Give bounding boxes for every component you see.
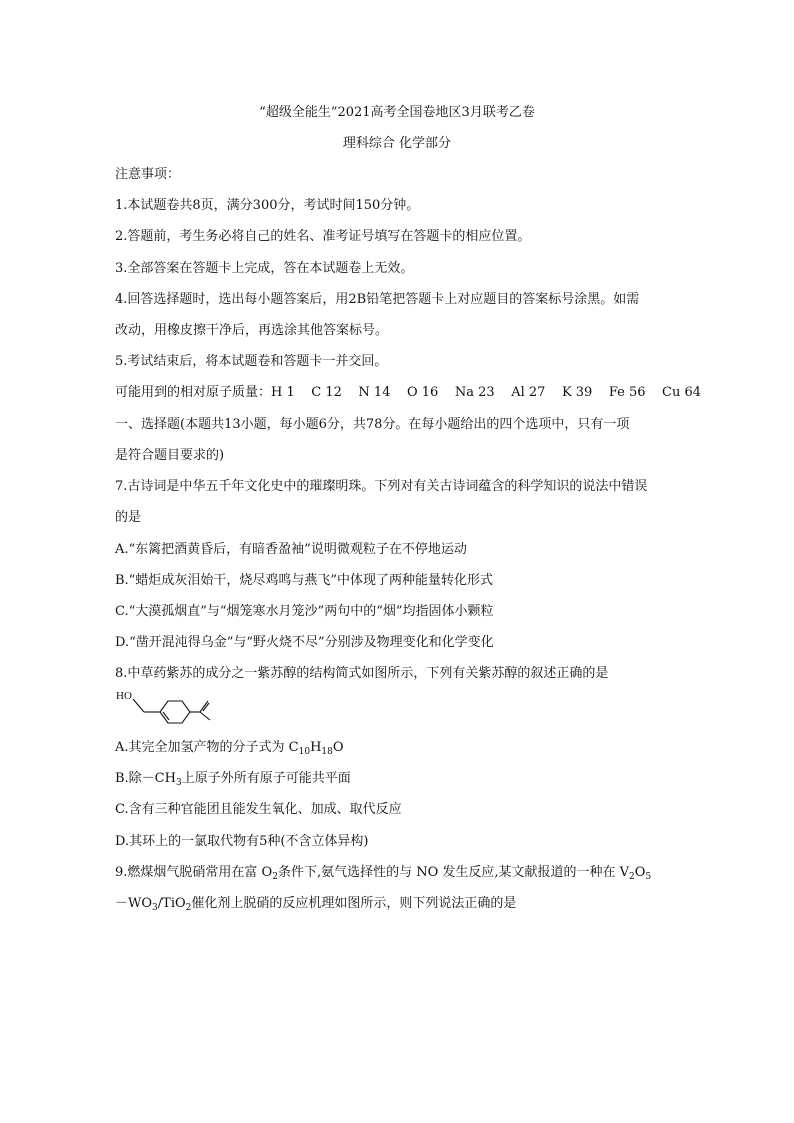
q8-option-d: D.其环上的一氯取代物有5种(不含立体异构) [115, 834, 369, 849]
exam-subtitle: 理科综合 化学部分 [342, 136, 452, 151]
q7-option-d: D.“凿开混沌得乌金”与“野火烧不尽”分别涉及物理变化和化学变化 [115, 635, 494, 650]
q9-stem-line1: 9.燃煤烟气脱硝常用在富 $O_2$条件下,氨气选择性的与 NO 发生反应,某文献报道的一种在 $V_2O_5$ [115, 865, 652, 882]
section-heading-line1: 一、选择题(本题共13小题，每小题6分，共78分。在每小题给出的四个选项中，只有一项 [115, 417, 630, 432]
q8-option-b: B.除$-CH_3$上原子外所有原子可能共平面 [115, 771, 351, 788]
molecule-ho-label: HO [116, 690, 132, 702]
section-heading-line2: 是符合题目要求的) [115, 448, 225, 463]
notice-item-3: 3.全部答案在答题卡上完成，答在本试题卷上无效。 [115, 261, 414, 276]
q7-option-c: C.“大漠孤烟直”与“烟笼寒水月笼沙”两句中的“烟”均指固体小颗粒 [115, 604, 494, 619]
q7-stem-line2: 的是 [115, 510, 142, 525]
q8-stem: 8.中草药紫苏的成分之一紫苏醇的结构简式如图所示，下列有关紫苏醇的叙述正确的是 [115, 666, 609, 681]
q7-option-a: A.“东篱把酒黄昏后，有暗香盈袖”说明微观粒子在不停地运动 [115, 542, 467, 557]
q8-option-c: C.含有三种官能团且能发生氧化、加成、取代反应 [115, 802, 402, 817]
notice-item-1: 1.本试题卷共8页，满分300分，考试时间150分钟。 [115, 198, 420, 213]
q8-option-a: A.其完全加氢产物的分子式为 $C_{10}H_{18}O$ [115, 740, 344, 757]
notice-item-5: 5.考试结束后，将本试题卷和答题卡一并交回。 [115, 354, 388, 369]
perillyl-alcohol-structure [112, 687, 222, 727]
notice-item-4: 4.回答选择题时，选出每小题答案后，用2B铅笔把答题卡上对应题目的答案标号涂黑。如需 [115, 292, 640, 307]
notice-item-4-cont: 改动，用橡皮擦干净后，再选涂其他答案标号。 [115, 323, 389, 338]
q7-stem-line1: 7.古诗词是中华五千年文化史中的璀璨明珠。下列对有关古诗词蕴含的科学知识的说法中错误 [115, 479, 648, 494]
q9-stem-line2: $-WO_3/TiO_2$催化剂上脱硝的反应机理如图所示，则下列说法正确的是 [115, 896, 517, 913]
notice-item-2: 2.答题前，考生务必将自己的姓名、准考证号填写在答题卡的相应位置。 [115, 229, 531, 244]
atomic-masses: 可能用到的相对原子质量：H 1 C 12 N 14 O 16 Na 23 Al 27 K 39 Fe 56 Cu 64 [115, 385, 702, 400]
notice-heading: 注意事项： [115, 167, 181, 182]
q7-option-b: B.“蜡炬成灰泪始干，烧尽鸡鸣与燕飞”中体现了两种能量转化形式 [115, 573, 493, 588]
exam-title: “超级全能生”2021高考全国卷地区3月联考乙卷 [259, 105, 535, 120]
